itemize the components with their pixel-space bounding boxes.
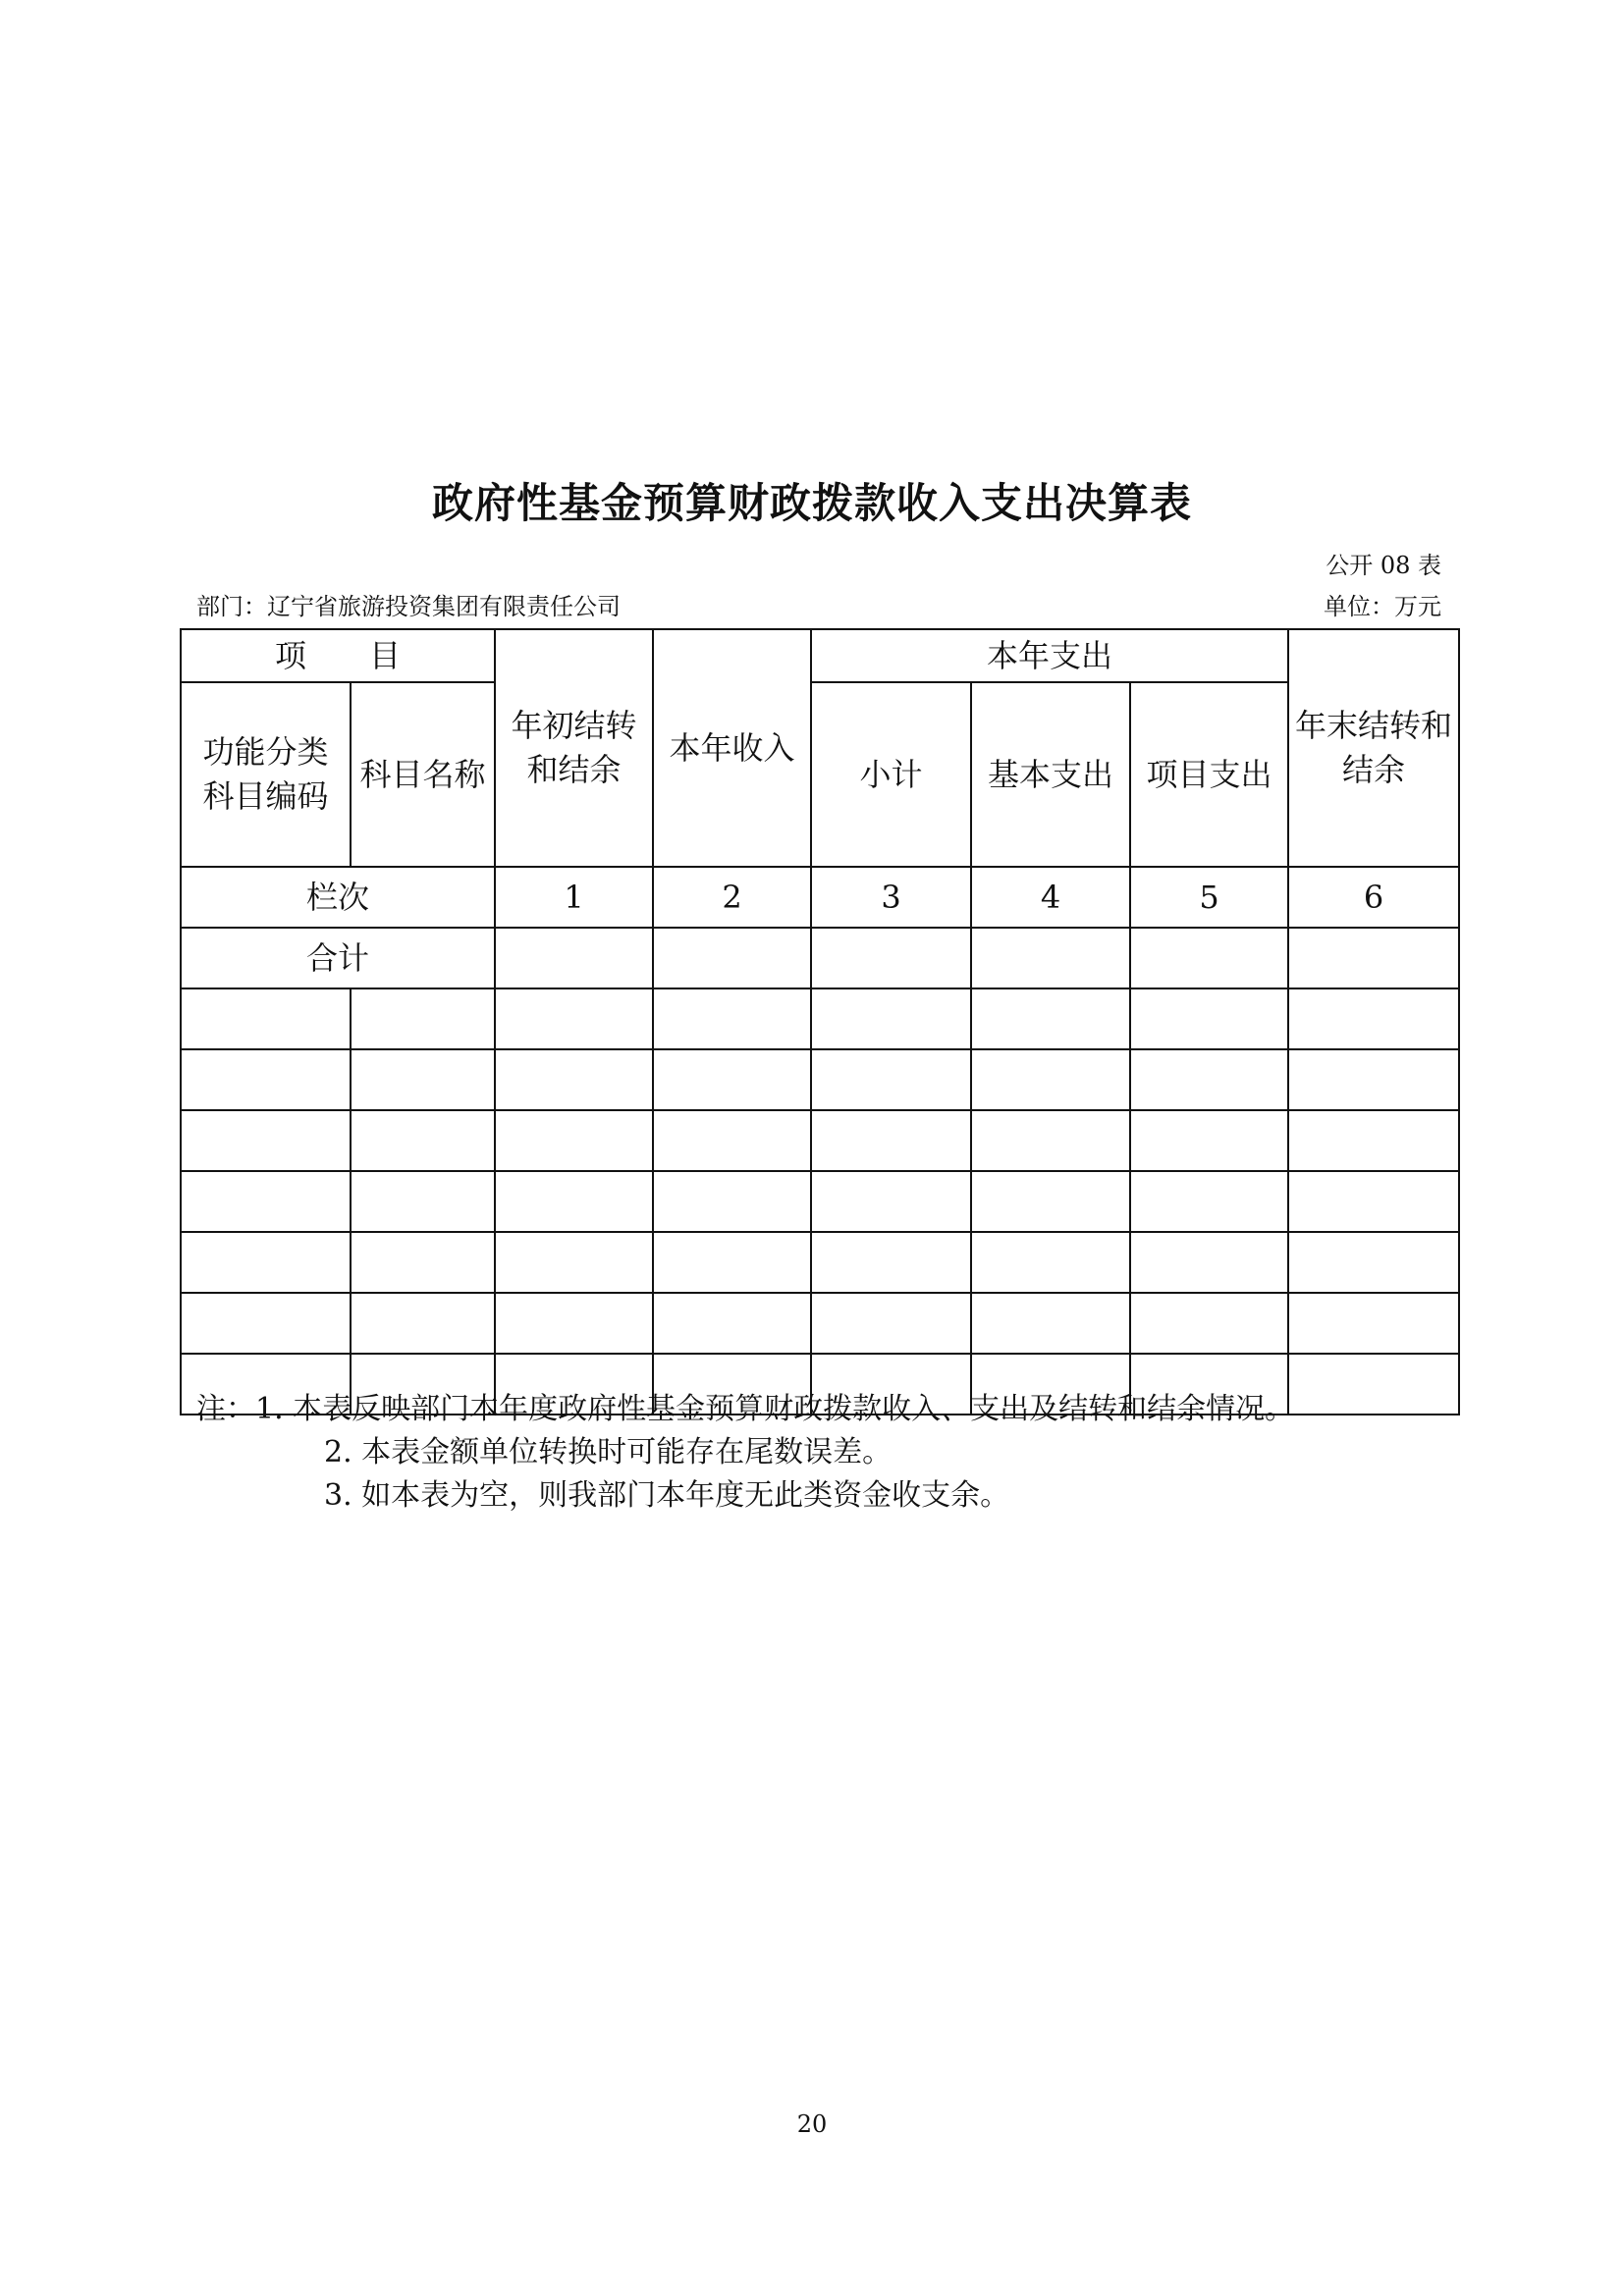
note-line: 3. 如本表为空，则我部门本年度无此类资金收支余。 [324, 1478, 1010, 1513]
column-index-cell: 5 [1130, 867, 1288, 928]
table-cell [653, 988, 811, 1049]
table-cell [495, 1232, 653, 1293]
total-row [181, 928, 1459, 988]
table-cell [971, 1110, 1130, 1171]
table-cell [351, 1049, 495, 1110]
table-cell [1130, 988, 1288, 1049]
department-label: 部门：辽宁省旅游投资集团有限责任公司 [196, 593, 621, 620]
table-cell [811, 1171, 971, 1232]
table-cell [351, 988, 495, 1049]
table-cell [495, 928, 653, 988]
table-cell [653, 1049, 811, 1110]
column-index-cell: 6 [1288, 867, 1459, 928]
notes [196, 1388, 1294, 1518]
table-cell [495, 988, 653, 1049]
table-cell [1130, 1110, 1288, 1171]
table-cell [1130, 928, 1288, 988]
total-label: 合计 [181, 928, 495, 988]
column-index-cell: 4 [971, 867, 1130, 928]
table-cell [1130, 1171, 1288, 1232]
table-cell [971, 1232, 1130, 1293]
table-cell [1288, 1354, 1459, 1415]
table-row [181, 1049, 1459, 1110]
table-cell [181, 1171, 351, 1232]
table-row [181, 1293, 1459, 1354]
table-cell [1288, 1049, 1459, 1110]
table-cell [351, 1110, 495, 1171]
table-cell [653, 1232, 811, 1293]
budget-table [180, 628, 1460, 1415]
table-row [181, 988, 1459, 1049]
table-cell [351, 1171, 495, 1232]
table-cell [1288, 1293, 1459, 1354]
table-cell [181, 988, 351, 1049]
table-cell [971, 928, 1130, 988]
table-cell [653, 1110, 811, 1171]
table-cell [1288, 928, 1459, 988]
table-cell [1130, 1293, 1288, 1354]
table-cell [653, 1293, 811, 1354]
table-cell [495, 1110, 653, 1171]
table-cell [181, 1293, 351, 1354]
column-index-cell: 2 [653, 867, 811, 928]
page-title: 政府性基金预算财政拨款收入支出决算表 [431, 479, 1192, 527]
table-cell [495, 1171, 653, 1232]
header-item: 项 目 [181, 629, 495, 682]
table-cell [1288, 988, 1459, 1049]
column-index-label: 栏次 [181, 867, 495, 928]
page-number: 20 [796, 2110, 828, 2138]
table-cell [495, 1293, 653, 1354]
table-cell [1130, 1049, 1288, 1110]
table-cell [495, 1049, 653, 1110]
note-line: 2. 本表金额单位转换时可能存在尾数误差。 [324, 1435, 893, 1469]
table-row [181, 1110, 1459, 1171]
header-closing-balance: 年末结转和结余 [1288, 629, 1459, 867]
table-cell [811, 928, 971, 988]
header-subject-name: 科目名称 [351, 682, 495, 867]
table-cell [181, 1232, 351, 1293]
table-cell [653, 928, 811, 988]
table-row [181, 1232, 1459, 1293]
header-subtotal: 小计 [811, 682, 971, 867]
table-number: 公开 08 表 [1326, 552, 1441, 579]
unit-label: 单位：万元 [1324, 593, 1441, 620]
table-cell [653, 1171, 811, 1232]
table-cell [1288, 1110, 1459, 1171]
table-cell [181, 1049, 351, 1110]
header-project-expense: 项目支出 [1130, 682, 1288, 867]
table-cell [1130, 1232, 1288, 1293]
column-index-cell: 1 [495, 867, 653, 928]
table-cell [1288, 1232, 1459, 1293]
table-cell [351, 1232, 495, 1293]
table-cell [811, 1293, 971, 1354]
table-cell [971, 1049, 1130, 1110]
column-index-cell: 3 [811, 867, 971, 928]
table-cell [971, 988, 1130, 1049]
header-income: 本年收入 [653, 629, 811, 867]
table-cell [971, 1293, 1130, 1354]
table-cell [181, 1110, 351, 1171]
header-expense: 本年支出 [811, 629, 1288, 682]
table-cell [1288, 1171, 1459, 1232]
header-opening-balance: 年初结转和结余 [495, 629, 653, 867]
table-row [181, 1171, 1459, 1232]
header-func-code: 功能分类科目编码 [181, 682, 351, 867]
table-cell [971, 1171, 1130, 1232]
table-cell [811, 988, 971, 1049]
table-cell [351, 1293, 495, 1354]
note-line: 注：1. 本表反映部门本年度政府性基金预算财政拨款收入、支出及结转和结余情况。 [196, 1392, 1295, 1426]
table-cell [811, 1232, 971, 1293]
table-cell [811, 1110, 971, 1171]
header-basic-expense: 基本支出 [971, 682, 1130, 867]
table-cell [811, 1049, 971, 1110]
